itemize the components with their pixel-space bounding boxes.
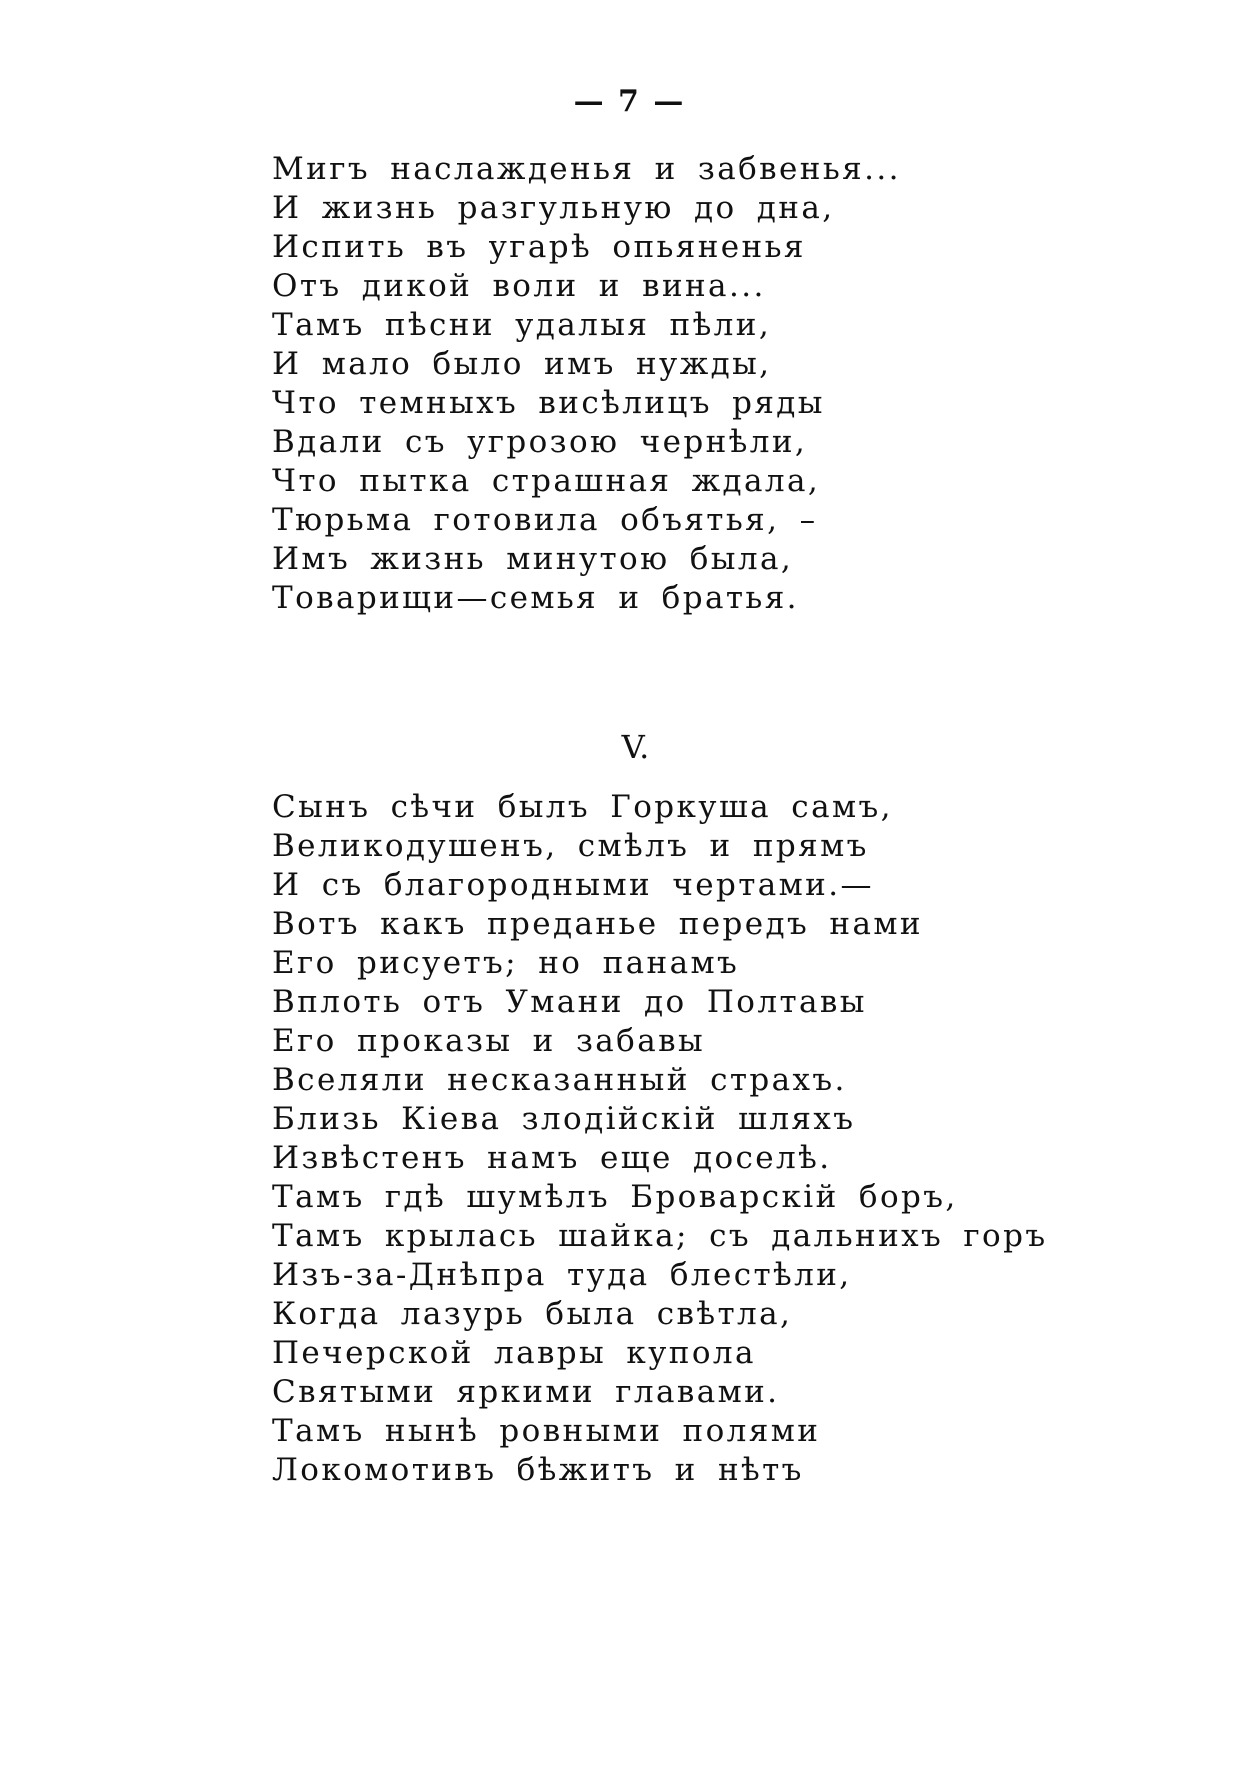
- verse-line: Сынъ сѣчи былъ Горкуша самъ,: [272, 789, 893, 825]
- verse-line: Печерской лавры купола: [272, 1335, 756, 1371]
- verse-line: Близь Кіева злодійскій шляхъ: [272, 1101, 856, 1137]
- stanza-2: [272, 788, 1047, 1490]
- verse-line: И съ благородными чертами.—: [272, 867, 874, 903]
- verse-line: Извѣстенъ намъ еще доселѣ.: [272, 1140, 832, 1176]
- verse-line: Святыми яркими главами.: [272, 1374, 780, 1410]
- stanza-1: [272, 150, 901, 618]
- verse-line: Его рисуетъ; но панамъ: [272, 945, 740, 981]
- verse-line: Тамъ гдѣ шумѣлъ Броварскій боръ,: [272, 1179, 958, 1215]
- verse-line: И жизнь разгульную до дна,: [272, 190, 835, 226]
- verse-line: Товарищи—семья и братья.: [272, 580, 799, 616]
- section-heading: V.: [621, 728, 650, 766]
- verse-line: Тамъ нынѣ ровными полями: [272, 1413, 821, 1449]
- verse-line: Изъ-за-Днѣпра туда блестѣли,: [272, 1257, 852, 1293]
- verse-line: Что пытка страшная ждала,: [272, 463, 821, 499]
- verse-line: Локомотивъ бѣжитъ и нѣтъ: [272, 1452, 804, 1488]
- verse-line: Вдали съ угрозою чернѣли,: [272, 424, 808, 460]
- verse-line: Мигъ наслажденья и забвенья...: [272, 151, 901, 187]
- verse-line: Его проказы и забавы: [272, 1023, 706, 1059]
- verse-line: Имъ жизнь минутою была,: [272, 541, 794, 577]
- verse-line: Вотъ какъ преданье передъ нами: [272, 906, 923, 942]
- verse-line: Вселяли несказанный страхъ.: [272, 1062, 847, 1098]
- verse-line: Испить въ угарѣ опьяненья: [272, 229, 806, 265]
- verse-line: Великодушенъ, смѣлъ и прямъ: [272, 828, 869, 864]
- verse-line: Отъ дикой воли и вина...: [272, 268, 766, 304]
- verse-line: Тамъ крылась шайка; съ дальнихъ горъ: [272, 1218, 1048, 1254]
- page-number: — 7 —: [573, 84, 686, 119]
- verse-line: Когда лазурь была свѣтла,: [272, 1296, 793, 1332]
- verse-line: Вплоть отъ Умани до Полтавы: [272, 984, 867, 1020]
- verse-line: Что темныхъ висѣлицъ ряды: [272, 385, 825, 421]
- verse-line: Тамъ пѣсни удалыя пѣли,: [272, 307, 772, 343]
- verse-line: И мало было имъ нужды,: [272, 346, 772, 382]
- verse-line: Тюрьма готовила объятья, –: [272, 502, 818, 538]
